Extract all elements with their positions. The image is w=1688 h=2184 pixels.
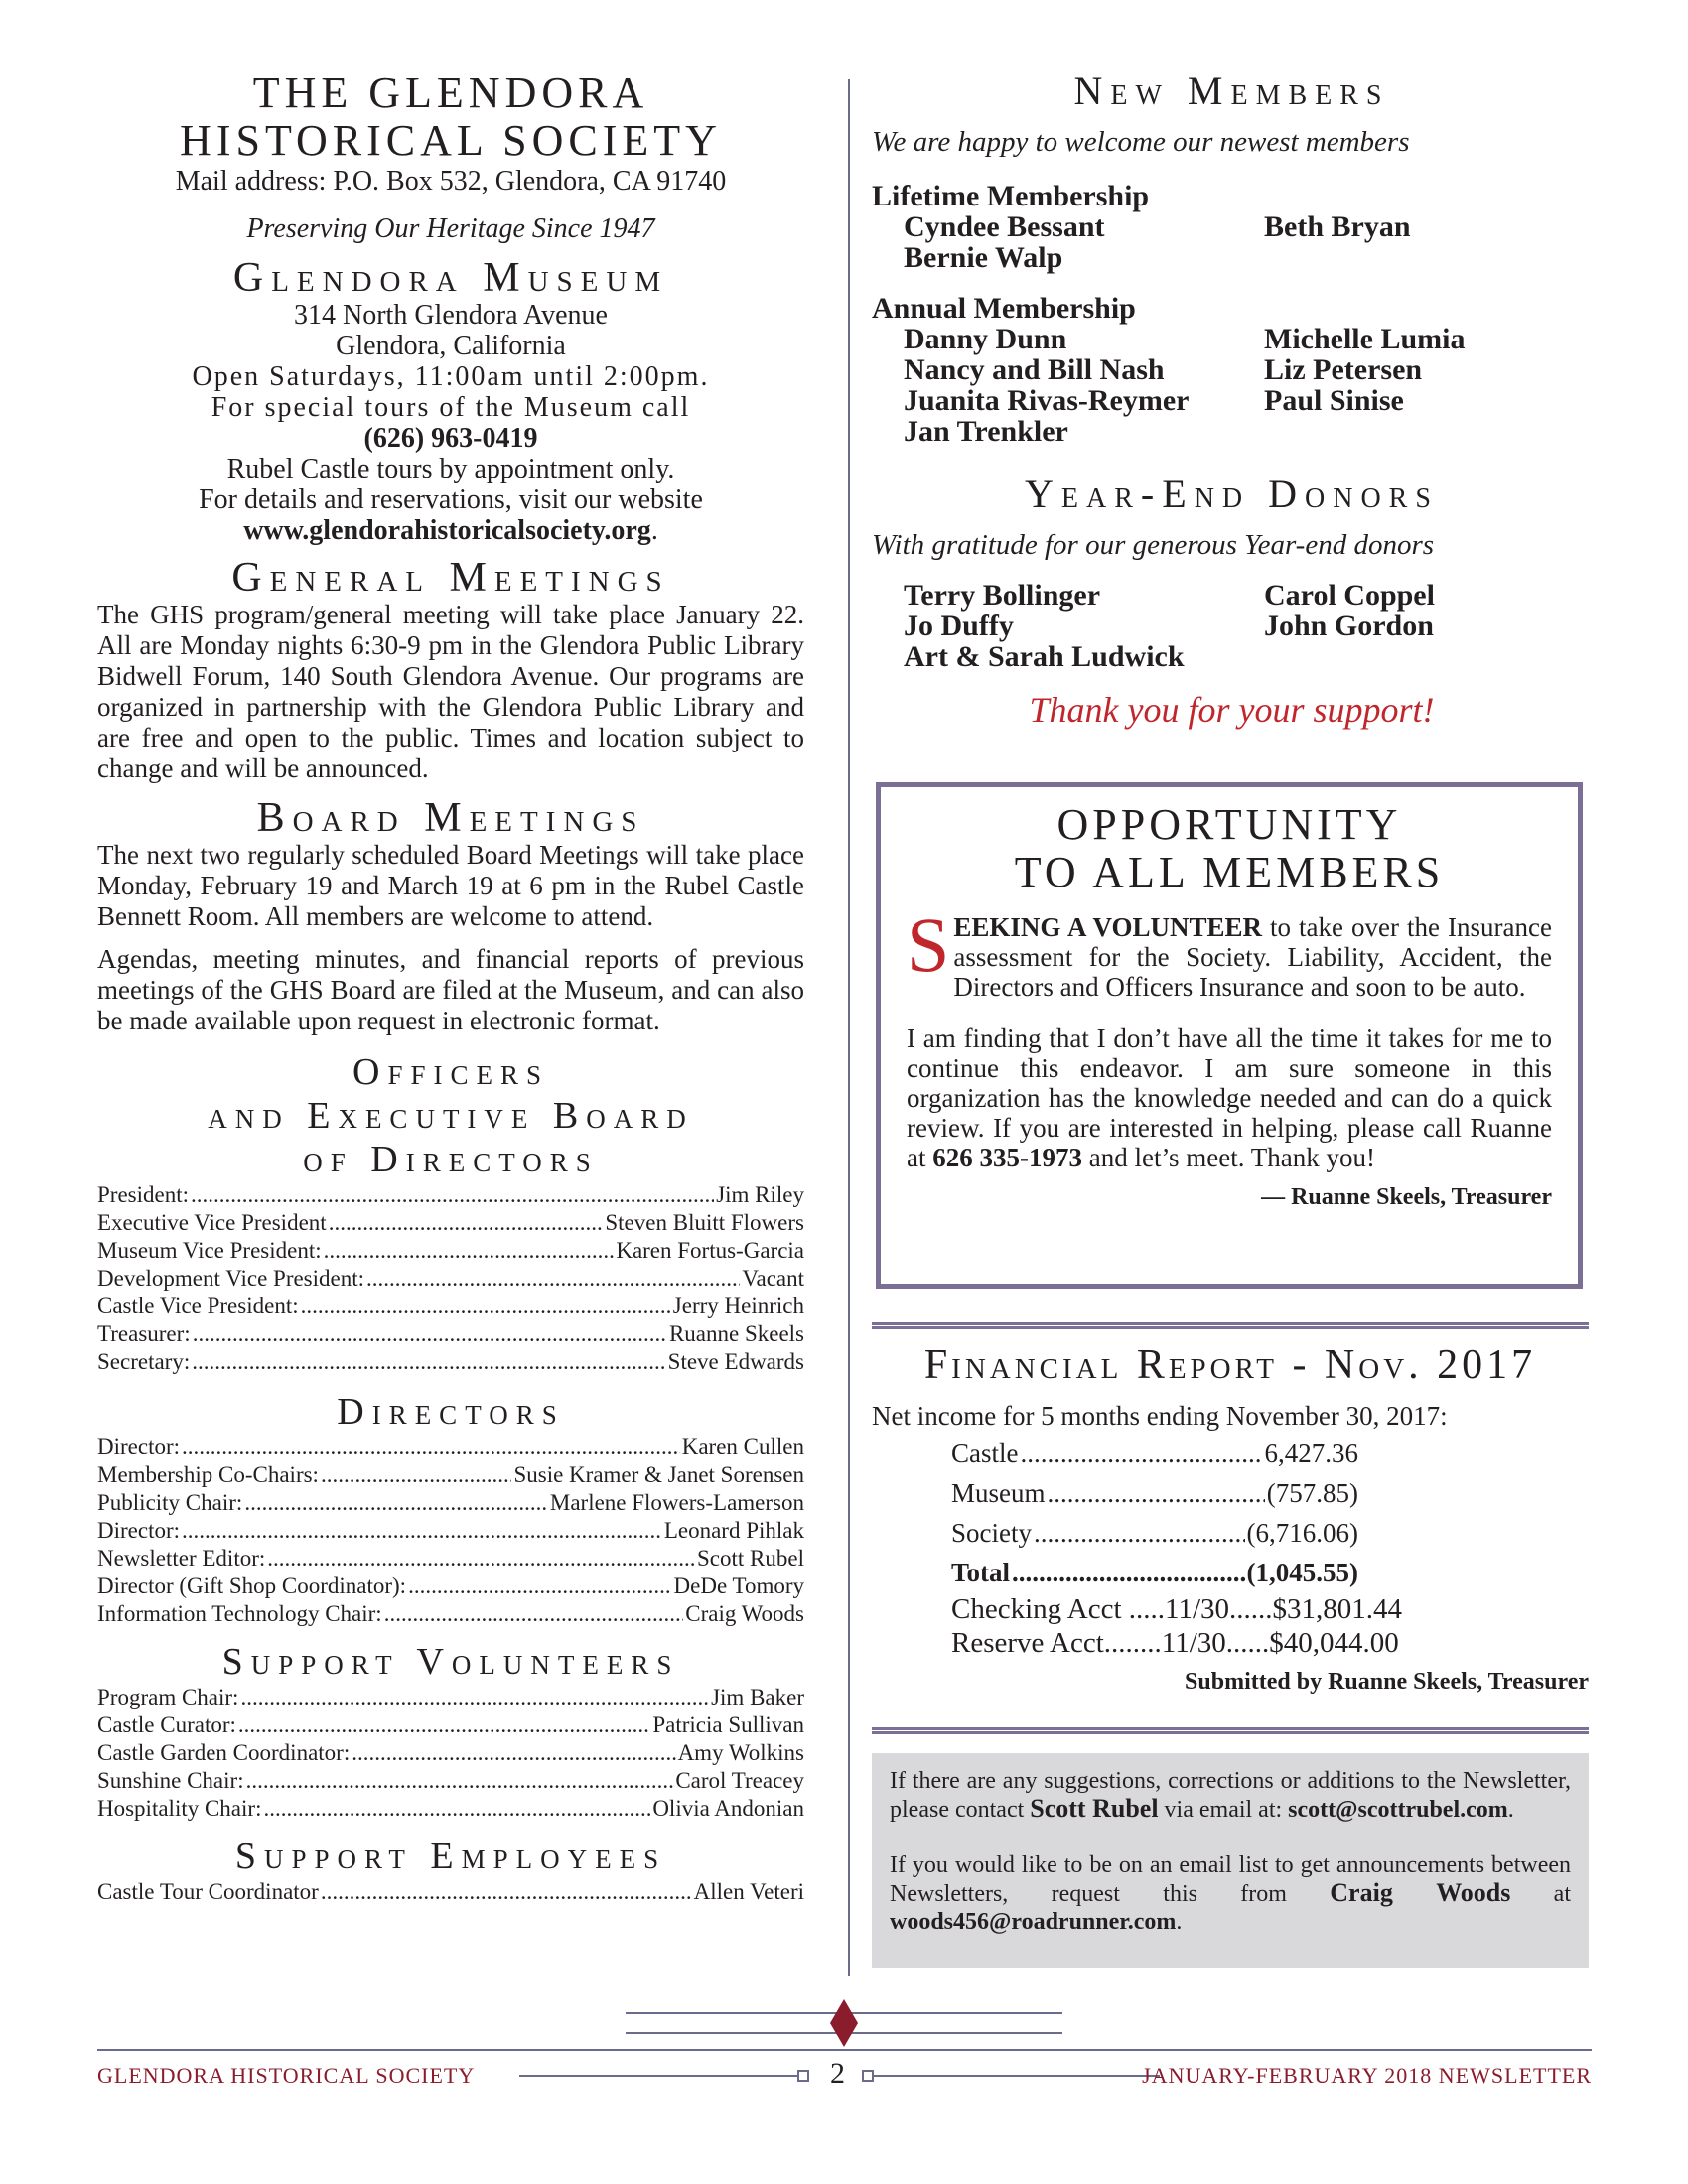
left-column <box>97 69 804 1906</box>
role-label: Hospitality Chair: <box>97 1796 262 1821</box>
donor-name: Carol Coppel <box>1264 579 1435 612</box>
footer-rule-right <box>872 2075 1160 2077</box>
leader-dots <box>366 1265 740 1293</box>
role-label: Program Chair: <box>97 1685 239 1709</box>
editor-name: Scott Rubel <box>1030 1794 1159 1823</box>
annual-members <box>872 324 1592 447</box>
volunteers-list <box>97 1684 804 1823</box>
drop-cap: S <box>907 901 950 988</box>
roster-row <box>97 1181 804 1209</box>
leader-dots <box>321 1878 692 1906</box>
financial-value: (6,716.06) <box>1246 1518 1358 1548</box>
person-name: Vacant <box>742 1266 804 1291</box>
column-divider <box>848 79 850 1976</box>
leader-dots <box>182 1433 680 1461</box>
role-label: Director: <box>97 1518 181 1543</box>
opportunity-lead: EEKING A VOLUNTEER <box>953 912 1262 942</box>
role-label: Castle Curator: <box>97 1712 236 1737</box>
financial-value: (757.85) <box>1266 1478 1358 1508</box>
roster-row <box>97 1711 804 1739</box>
leader-dots <box>301 1293 671 1320</box>
volunteers-heading: Support Volunteers <box>221 1641 680 1683</box>
financial-rows <box>951 1433 1358 1592</box>
roster-row <box>97 1320 804 1348</box>
person-name: Steve Edwards <box>667 1349 804 1374</box>
leader-dots <box>267 1545 695 1572</box>
new-members-heading: New Members <box>1073 68 1390 113</box>
leader-dots <box>408 1572 671 1600</box>
opportunity-title1: OPPORTUNITY <box>1056 800 1402 849</box>
note-text: If there are any suggestions, corrections or additions to the Newsletter, please contact <box>890 1768 1571 1823</box>
member-name: Jan Trenkler <box>904 415 1068 448</box>
footer-society-name: GLENDORA HISTORICAL SOCIETY <box>97 2063 476 2088</box>
person-name: Karen Cullen <box>681 1434 804 1459</box>
email-list-contact: Craig Woods <box>1330 1878 1511 1907</box>
footer-top-rule <box>97 2049 1592 2051</box>
right-column <box>872 69 1592 730</box>
employees-heading: Support Employees <box>234 1836 667 1877</box>
opportunity-para2-end: and let’s meet. Thank you! <box>1082 1143 1375 1172</box>
leader-dots <box>1021 1433 1263 1473</box>
member-name: Beth Bryan <box>1264 210 1411 243</box>
role-label: Executive Vice President <box>97 1210 327 1235</box>
roster-row <box>97 1795 804 1823</box>
footer-rule-left <box>519 2075 807 2077</box>
roster-row <box>97 1517 804 1545</box>
rubel-tours: Rubel Castle tours by appointment only. <box>226 454 675 484</box>
role-label: Information Technology Chair: <box>97 1601 382 1626</box>
role-label: Development Vice President: <box>97 1266 365 1291</box>
opportunity-box <box>876 782 1583 1289</box>
financial-label: Museum <box>951 1478 1046 1508</box>
roster-row <box>97 1684 804 1711</box>
roster-row <box>97 1545 804 1572</box>
footer-square-icon <box>797 2070 809 2082</box>
museum-hours: Open Saturdays, 11:00am until 2:00pm. <box>192 361 710 392</box>
note-text: via email at: <box>1158 1797 1289 1823</box>
member-name: Paul Sinise <box>1264 384 1404 417</box>
person-name: Marlene Flowers-Lamerson <box>549 1490 804 1515</box>
roster-row <box>97 1739 804 1767</box>
new-members-intro: We are happy to welcome our newest members <box>872 126 1410 158</box>
opportunity-para2-text: I am finding that I don’t have all the time it takes for me to continue this endeavor. I am sure someone in this organization has the knowledge needed and can do a quick review. If you are interested in helping, please call Ruanne at <box>907 1024 1552 1172</box>
general-meetings-heading: General Meetings <box>231 555 670 601</box>
board-meetings-heading: Board Meetings <box>256 795 645 841</box>
officers-list <box>97 1181 804 1376</box>
leader-dots <box>384 1600 684 1628</box>
financial-intro: Net income for 5 months ending November 30, 2017: <box>872 1401 1448 1431</box>
person-name: Scott Rubel <box>697 1546 804 1570</box>
member-name: Michelle Lumia <box>1264 323 1466 355</box>
person-name: Karen Fortus-Garcia <box>616 1238 804 1263</box>
roster-row <box>97 1293 804 1320</box>
reserve-account: Reserve Acct........11/30......$40,044.00 <box>951 1627 1399 1659</box>
society-title-line1: THE GLENDORA <box>252 68 649 117</box>
roster-row <box>97 1433 804 1461</box>
roster-row <box>97 1265 804 1293</box>
roster-row <box>97 1209 804 1237</box>
lifetime-label: Lifetime Membership <box>872 180 1150 212</box>
person-name: Jim Baker <box>711 1685 804 1709</box>
directors-heading: Directors <box>337 1391 565 1433</box>
leader-dots <box>182 1517 662 1545</box>
leader-dots <box>352 1739 675 1767</box>
donors-intro: With gratitude for our generous Year-end donors <box>872 529 1435 561</box>
member-name: Juanita Rivas-Reymer <box>904 384 1190 417</box>
person-name: Steven Bluitt Flowers <box>605 1210 804 1235</box>
roster-row <box>97 1461 804 1489</box>
footer-issue: JANUARY-FEBRUARY 2018 NEWSLETTER <box>1142 2063 1592 2088</box>
note-text: . <box>1507 1797 1514 1823</box>
note-para1 <box>890 1767 1571 1824</box>
financial-row <box>951 1473 1358 1513</box>
role-label: Newsletter Editor: <box>97 1546 266 1570</box>
financial-value: 6,427.36 <box>1264 1438 1358 1468</box>
leader-dots <box>329 1209 604 1237</box>
leader-dots <box>263 1795 650 1823</box>
checking-account: Checking Acct .....11/30......$31,801.44 <box>951 1593 1403 1625</box>
leader-dots <box>1034 1513 1245 1553</box>
role-label: Museum Vice President: <box>97 1238 322 1263</box>
page-footer <box>97 2057 1592 2097</box>
employees-list <box>97 1878 804 1906</box>
opportunity-phone: 626 335-1973 <box>932 1143 1082 1172</box>
museum-phone: (626) 963-0419 <box>363 423 538 454</box>
society-title-line2: HISTORICAL SOCIETY <box>180 116 722 165</box>
role-label: Publicity Chair: <box>97 1490 243 1515</box>
donors-heading: Year-End Donors <box>1025 472 1439 516</box>
role-label: Castle Tour Coordinator <box>97 1879 319 1904</box>
role-label: Director (Gift Shop Coordinator): <box>97 1573 407 1598</box>
financial-top-rule <box>872 1322 1589 1329</box>
website-link[interactable]: www.glendorahistoricalsociety.org <box>243 515 651 546</box>
donor-name: Terry Bollinger <box>904 579 1101 612</box>
donor-name: John Gordon <box>1264 610 1434 642</box>
role-label: Secretary: <box>97 1349 191 1374</box>
museum-tours: For special tours of the Museum call <box>211 392 691 423</box>
website-period: . <box>650 515 658 546</box>
member-name: Cyndee Bessant <box>904 210 1105 243</box>
note-text: If you would like to be on an email list to get announcements between Newsletters, request this from <box>890 1852 1571 1907</box>
financial-bottom-rule <box>872 1727 1589 1734</box>
person-name: Craig Woods <box>685 1601 804 1626</box>
person-name: Olivia Andonian <box>652 1796 804 1821</box>
leader-dots <box>240 1684 709 1711</box>
roster-row <box>97 1878 804 1906</box>
role-label: Membership Co-Chairs: <box>97 1462 319 1487</box>
roster-row <box>97 1600 804 1628</box>
leader-dots <box>192 1348 665 1376</box>
thank-you-text: Thank you for your support! <box>1029 690 1435 730</box>
person-name: Amy Wolkins <box>677 1740 804 1765</box>
leader-dots <box>246 1767 674 1795</box>
editor-email[interactable]: scott@scottrubel.com <box>1288 1797 1508 1823</box>
museum-heading: Glendora Museum <box>232 255 669 301</box>
note-text: at <box>1510 1881 1571 1907</box>
donor-name: Art & Sarah Ludwick <box>904 640 1185 673</box>
role-label: Castle Vice President: <box>97 1294 299 1318</box>
person-name: Carol Treacey <box>675 1768 804 1793</box>
financial-row <box>951 1433 1358 1473</box>
donors-list <box>872 580 1592 672</box>
note-para2 <box>890 1851 1571 1936</box>
opportunity-para2 <box>907 1024 1552 1172</box>
person-name: Jim Riley <box>716 1182 804 1207</box>
role-label: Castle Garden Coordinator: <box>97 1740 351 1765</box>
leader-dots <box>1048 1473 1265 1513</box>
mail-address: Mail address: P.O. Box 532, Glendora, CA 91740 <box>175 166 727 197</box>
email-list-email[interactable]: woods456@roadrunner.com <box>890 1909 1177 1935</box>
opportunity-para1-text: to take over the Insurance assessment for the Society. Liability, Accident, the Directors and Officers Insurance and soon to be auto. <box>953 912 1552 1002</box>
roster-row <box>97 1489 804 1517</box>
person-name: Patricia Sullivan <box>652 1712 804 1737</box>
member-name: Liz Petersen <box>1264 353 1423 386</box>
role-label: Sunshine Chair: <box>97 1768 244 1793</box>
general-meetings-text: The GHS program/general meeting will take place January 22. All are Monday nights 6:30-9 pm in the Glendora Public Library Bidwell Forum, 140 South Glendora Avenue. Our programs are organized in partnership with the Glendora Public Library and are free and open to the public. Times and location subject to change and will be announced. <box>97 600 804 783</box>
financial-submitted: Submitted by Ruanne Skeels, Treasurer <box>1185 1669 1589 1695</box>
financial-label: Society <box>951 1518 1032 1548</box>
leader-dots <box>1012 1553 1244 1592</box>
financial-heading: Financial Report - Nov. 2017 <box>923 1342 1537 1388</box>
leader-dots <box>321 1461 512 1489</box>
role-label: Treasurer: <box>97 1321 191 1346</box>
financial-row <box>951 1553 1358 1592</box>
officers-heading2: and Executive Board <box>208 1095 694 1137</box>
financial-report <box>872 1340 1589 1700</box>
note-text: . <box>1176 1909 1183 1935</box>
board-meetings-text1: The next two regularly scheduled Board Meetings will take place Monday, February 19 and March 19 at 6 pm in the Rubel Castle Bennett Room. All members are welcome to attend. <box>97 840 804 931</box>
leader-dots <box>244 1489 548 1517</box>
lifetime-members <box>872 211 1592 273</box>
roster-row <box>97 1572 804 1600</box>
member-name: Nancy and Bill Nash <box>904 353 1165 386</box>
person-name: Ruanne Skeels <box>668 1321 804 1346</box>
leader-dots <box>324 1237 615 1265</box>
roster-row <box>97 1237 804 1265</box>
opportunity-signature: — Ruanne Skeels, Treasurer <box>1261 1184 1552 1210</box>
officers-heading3: of Directors <box>303 1139 599 1180</box>
role-label: Director: <box>97 1434 181 1459</box>
person-name: Susie Kramer & Janet Sorensen <box>513 1462 804 1487</box>
opportunity-title2: TO ALL MEMBERS <box>1014 848 1445 896</box>
member-name: Danny Dunn <box>904 323 1067 355</box>
person-name: Allen Veteri <box>693 1879 804 1904</box>
page-number: 2 <box>830 2057 845 2090</box>
roster-row <box>97 1348 804 1376</box>
officers-heading1: Officers <box>352 1051 549 1093</box>
donor-name: Jo Duffy <box>904 610 1014 642</box>
role-label: President: <box>97 1182 189 1207</box>
person-name: Jerry Heinrich <box>672 1294 804 1318</box>
leader-dots <box>193 1320 667 1348</box>
directors-list <box>97 1433 804 1628</box>
financial-value: (1,045.55) <box>1246 1558 1358 1587</box>
tagline: Preserving Our Heritage Since 1947 <box>246 213 655 244</box>
roster-row <box>97 1767 804 1795</box>
financial-label: Total <box>951 1558 1011 1587</box>
museum-address2: Glendora, California <box>336 331 566 361</box>
newsletter-note-box <box>872 1753 1589 1968</box>
member-name: Bernie Walp <box>904 241 1063 274</box>
board-meetings-text2: Agendas, meeting minutes, and financial reports of previous meetings of the GHS Board are filed at the Museum, and can also be made available upon request in electronic format. <box>97 944 804 1035</box>
leader-dots <box>191 1181 714 1209</box>
person-name: DeDe Tomory <box>673 1573 804 1598</box>
leader-dots <box>238 1711 650 1739</box>
ornament-divider-icon <box>616 1995 1072 2055</box>
person-name: Leonard Pihlak <box>663 1518 804 1543</box>
opportunity-para1 <box>907 901 1552 1002</box>
museum-address1: 314 North Glendora Avenue <box>294 300 608 331</box>
annual-label: Annual Membership <box>872 292 1136 325</box>
details-text: For details and reservations, visit our website <box>199 484 703 515</box>
financial-row <box>951 1513 1358 1553</box>
financial-label: Castle <box>951 1438 1019 1468</box>
